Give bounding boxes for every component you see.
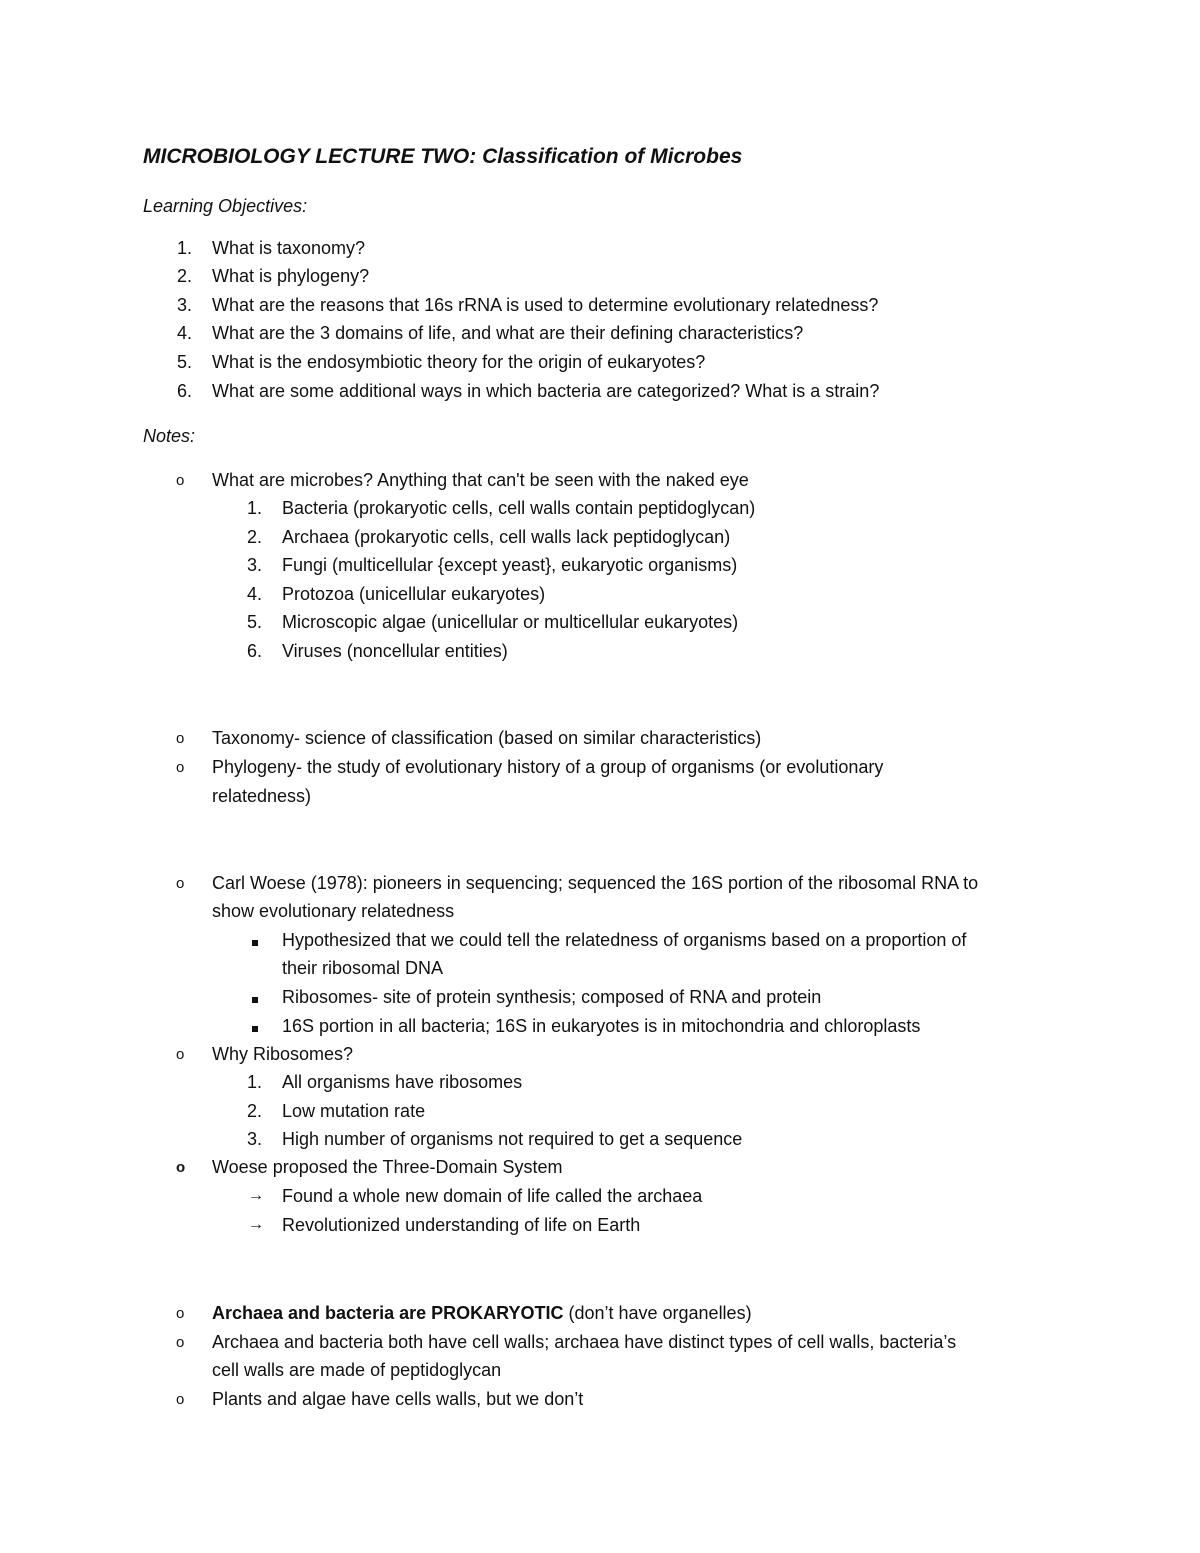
sub-item: Found a whole new domain of life called the archaea <box>282 1186 703 1206</box>
list-number: 4. <box>176 323 192 343</box>
note-item: Carl Woese (1978): pioneers in sequencing; sequenced the 16S portion of the ribosomal RNA to <box>212 873 979 893</box>
note-item <box>212 1299 752 1327</box>
sub-item: Revolutionized understanding of life on Earth <box>282 1215 641 1235</box>
bullet-icon: o <box>176 875 185 892</box>
page-title: MICROBIOLOGY LECTURE TWO: Classification of Microbes <box>143 145 743 168</box>
note-item: Taxonomy- science of classification (based on similar characteristics) <box>212 728 762 748</box>
list-item: All organisms have ribosomes <box>282 1072 523 1092</box>
objectives-label: Learning Objectives: <box>143 196 308 216</box>
note-item: Plants and algae have cells walls, but we don’t <box>212 1389 584 1409</box>
bullet-icon: o <box>176 730 185 747</box>
list-item: What is the endosymbiotic theory for the origin of eukaryotes? <box>212 352 706 372</box>
list-item: High number of organisms not required to get a sequence <box>282 1129 743 1149</box>
square-bullet-icon <box>252 926 258 954</box>
list-item: Bacteria (prokaryotic cells, cell walls contain peptidoglycan) <box>282 498 756 518</box>
bullet-icon: o <box>176 759 185 776</box>
note-item-continuation: relatedness) <box>212 786 312 806</box>
list-number: 5. <box>176 352 192 372</box>
bold-phrase: Archaea and bacteria are PROKARYOTIC <box>212 1303 564 1323</box>
sub-item: 16S portion in all bacteria; 16S in eukaryotes is in mitochondria and chloroplasts <box>282 1016 921 1036</box>
list-number: 1. <box>246 498 262 518</box>
list-number: 3. <box>246 555 262 575</box>
sub-item: Hypothesized that we could tell the relatedness of organisms based on a proportion of <box>282 930 967 950</box>
bullet-icon: o <box>176 1305 185 1322</box>
bullet-icon: o <box>176 1391 185 1408</box>
list-item: What are the 3 domains of life, and what are their defining characteristics? <box>212 323 804 343</box>
notes-label: Notes: <box>143 426 196 446</box>
list-number: 2. <box>246 1101 262 1121</box>
note-item-continuation: show evolutionary relatedness <box>212 901 455 921</box>
list-item: Microscopic algae (unicellular or multicellular eukaryotes) <box>282 612 739 632</box>
list-item: What is phylogeny? <box>212 266 370 286</box>
note-item: Woese proposed the Three-Domain System <box>212 1157 563 1177</box>
list-item: What are the reasons that 16s rRNA is used to determine evolutionary relatedness? <box>212 295 879 315</box>
note-item: What are microbes? Anything that can't be seen with the naked eye <box>212 470 749 490</box>
arrow-right-icon: → <box>248 1187 264 1204</box>
list-number: 1. <box>246 1072 262 1092</box>
square-bullet-icon <box>252 1012 258 1040</box>
list-number: 6. <box>176 381 192 401</box>
list-item: What is taxonomy? <box>212 238 366 258</box>
list-item: Archaea (prokaryotic cells, cell walls lack peptidoglycan) <box>282 527 731 547</box>
note-text: (don’t have organelles) <box>563 1303 752 1323</box>
bullet-icon: o <box>176 1046 185 1063</box>
list-number: 5. <box>246 612 262 632</box>
list-number: 1. <box>176 238 192 258</box>
sub-item: Ribosomes- site of protein synthesis; composed of RNA and protein <box>282 987 822 1007</box>
list-item: Viruses (noncellular entities) <box>282 641 508 661</box>
list-item: Protozoa (unicellular eukaryotes) <box>282 584 546 604</box>
list-number: 2. <box>246 527 262 547</box>
bullet-icon: o <box>176 472 185 489</box>
sub-item-continuation: their ribosomal DNA <box>282 958 444 978</box>
arrow-right-icon: → <box>248 1216 264 1233</box>
note-item-continuation: cell walls are made of peptidoglycan <box>212 1360 502 1380</box>
list-number: 3. <box>246 1129 262 1149</box>
list-number: 4. <box>246 584 262 604</box>
list-item: What are some additional ways in which bacteria are categorized? What is a strain? <box>212 381 880 401</box>
list-number: 6. <box>246 641 262 661</box>
list-number: 2. <box>176 266 192 286</box>
note-item: Why Ribosomes? <box>212 1044 354 1064</box>
list-item: Low mutation rate <box>282 1101 426 1121</box>
note-item: Archaea and bacteria both have cell walls; archaea have distinct types of cell walls, bacteria’s <box>212 1332 957 1352</box>
bullet-icon: o <box>176 1334 185 1351</box>
square-bullet-icon <box>252 983 258 1011</box>
list-item: Fungi (multicellular {except yeast}, eukaryotic organisms) <box>282 555 738 575</box>
note-item: Phylogeny- the study of evolutionary history of a group of organisms (or evolutionary <box>212 757 884 777</box>
bullet-icon: o <box>176 1159 186 1176</box>
list-number: 3. <box>176 295 192 315</box>
